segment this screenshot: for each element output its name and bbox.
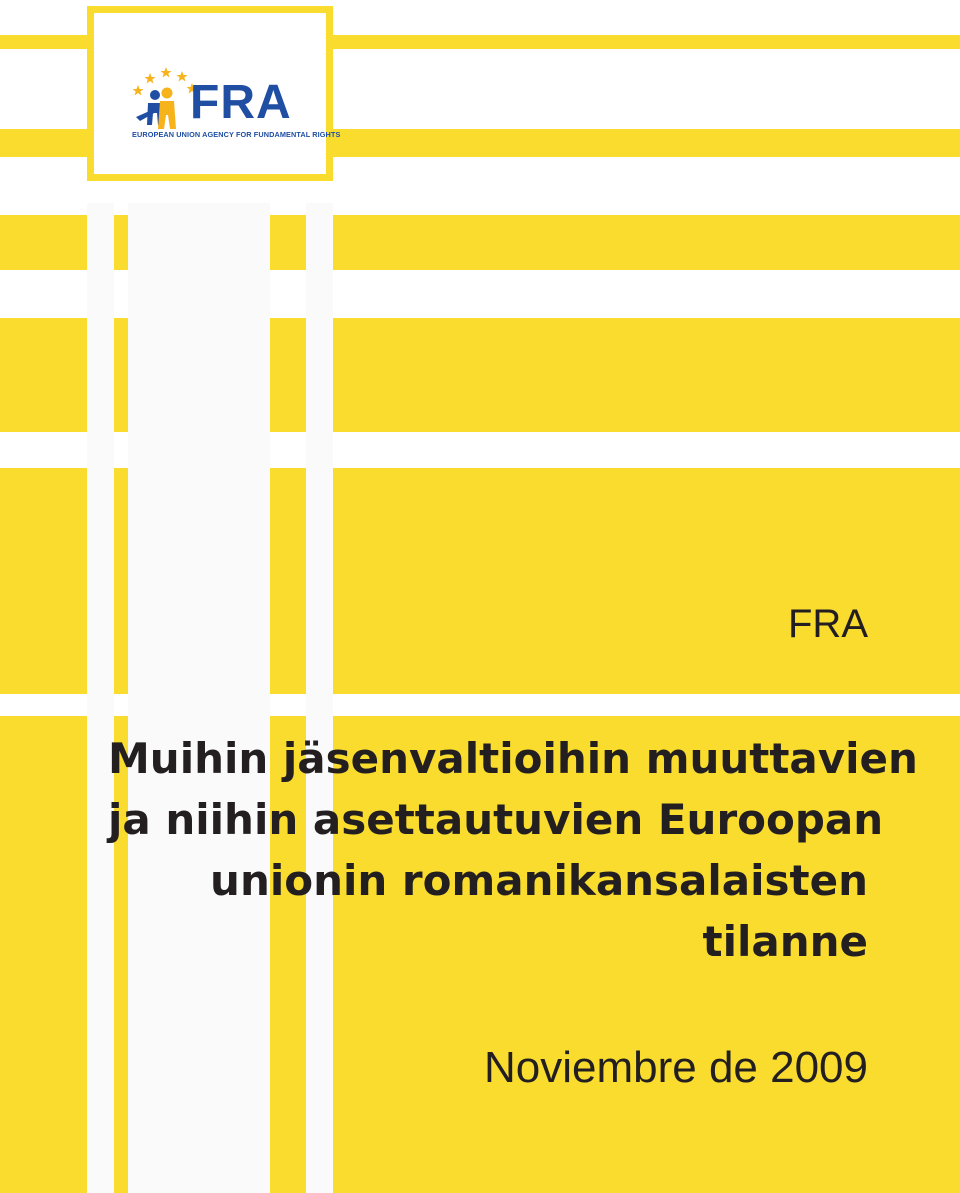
title-line: tilanne	[702, 917, 868, 966]
title-line: ja niihin asettautuvien Euroopan	[108, 795, 884, 844]
vertical-stripe	[128, 203, 270, 1193]
logo-wordmark: FRA	[190, 76, 292, 129]
vertical-stripe	[306, 203, 333, 1193]
vertical-stripe	[87, 203, 114, 1193]
organization-label: FRA	[788, 602, 868, 646]
title-line: Muihin jäsenvaltioihin muuttavien	[108, 734, 918, 783]
publication-date: Noviembre de 2009	[483, 1043, 868, 1092]
title-line: unionin romanikansalaisten	[210, 856, 868, 905]
document-title	[108, 728, 918, 972]
logo-subtitle: EUROPEAN UNION AGENCY FOR FUNDAMENTAL RIGHTS	[132, 130, 341, 139]
logo-box	[87, 6, 341, 181]
